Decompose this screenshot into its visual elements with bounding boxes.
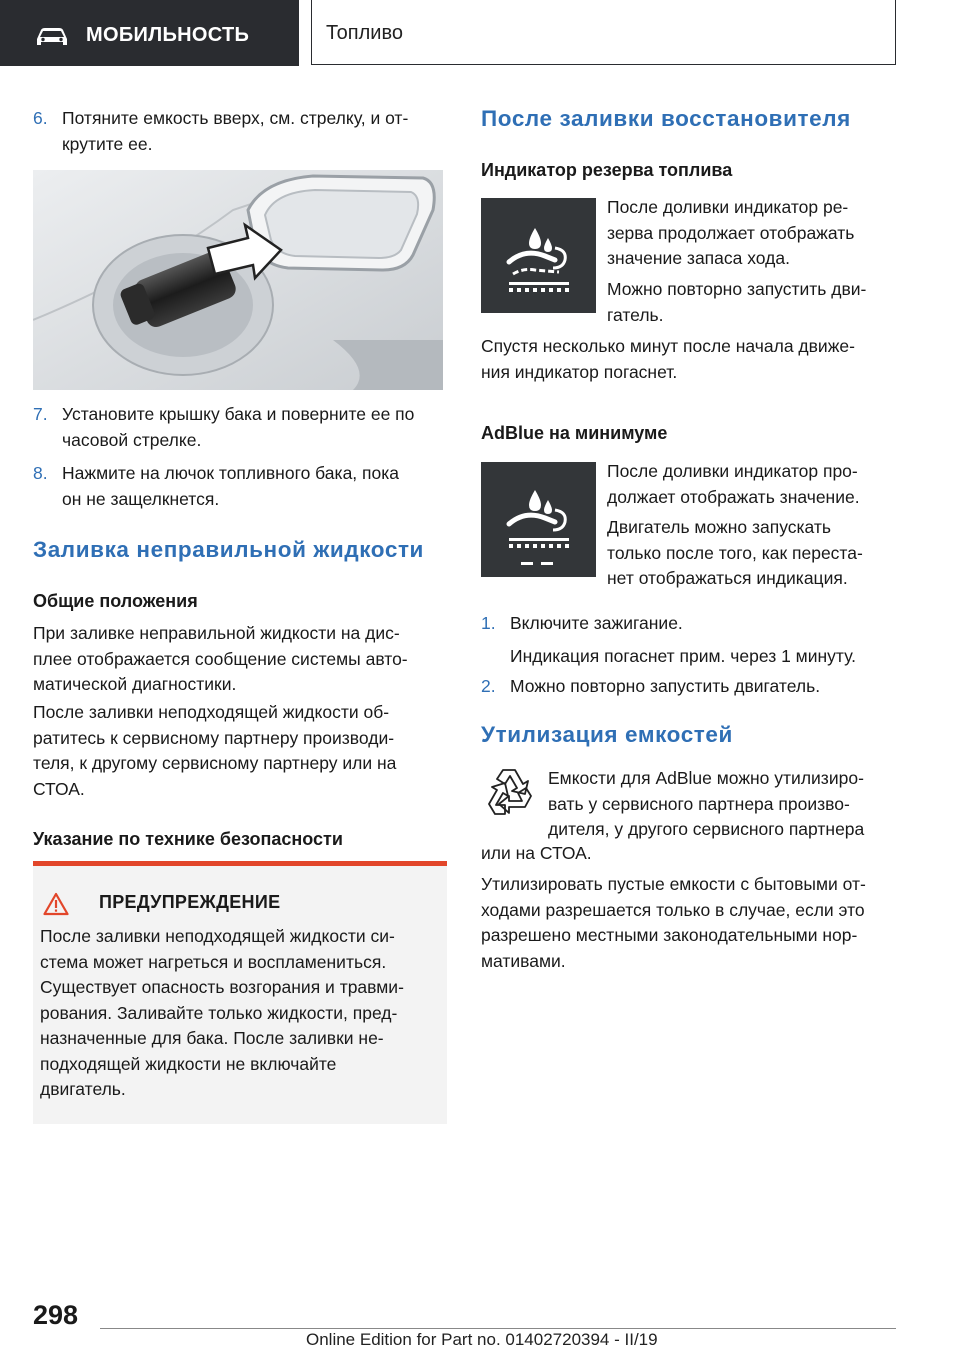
car-icon [34, 27, 70, 47]
text-line: Установите крышку бака и поверните ее по [62, 404, 415, 424]
text-line: гатель. [607, 304, 664, 325]
text-line: ратитесь к сервисному партнеру производи- [33, 727, 395, 748]
fuel-cap-photo [33, 170, 443, 390]
text-line: Существует опасность возгорания и травми- [40, 977, 404, 997]
step-text [62, 106, 447, 157]
paragraph [548, 766, 897, 843]
warning-text [40, 924, 445, 1103]
text-line: После доливки индикатор ре- [607, 197, 849, 217]
paragraph [607, 515, 897, 592]
text-line: зерва продолжает отображать [607, 222, 855, 243]
section-heading: Утилизация емкостей [481, 722, 733, 747]
text-line: теля, к другому сервисному партнеру или на [33, 753, 397, 773]
text-line: Можно повторно запустить дви- [607, 279, 867, 299]
text-line: ходами разрешается только в случае, если это [481, 899, 865, 920]
adblue-refill-indicator-icon [481, 198, 596, 313]
subsection-heading: Индикатор резерва топлива [481, 160, 733, 180]
text-line: После заливки неподходящей жидкости си- [40, 926, 395, 946]
step-number: 2. [481, 676, 496, 696]
paragraph [33, 621, 447, 698]
text-line: часовой стрелке. [62, 429, 202, 450]
text-line: Утилизировать пустые емкости с бытовыми от- [481, 874, 866, 894]
text-line: стема может нагреться и воспламениться. [40, 951, 387, 972]
text-line: матической диагностики. [33, 674, 237, 694]
text-line: двигатель. [40, 1079, 126, 1099]
header-section-tab [0, 0, 299, 66]
recycle-icon [481, 766, 537, 820]
text-line: Спустя несколько минут после начала движе- [481, 336, 855, 356]
warning-box [33, 861, 447, 1124]
step-number: 1. [481, 613, 496, 633]
paragraph [33, 700, 447, 802]
paragraph [481, 334, 897, 385]
text-line: значение запаса хода. [607, 248, 790, 268]
text-line: ния индикатор погаснет. [481, 361, 678, 382]
step-number: 8. [33, 463, 48, 483]
page-number: 298 [33, 1300, 79, 1330]
step-text [510, 674, 897, 700]
text-line: После заливки неподходящей жидкости об- [33, 702, 390, 722]
text-line: рования. Заливайте только жидкости, пред- [40, 1002, 398, 1023]
text-line: вать у сервисного партнера произво- [548, 793, 850, 814]
subsection-heading: Указание по технике безопасности [33, 829, 343, 849]
section-heading: После заливки восстановителя [481, 106, 851, 131]
text-line: нет отображаться индикация. [607, 568, 848, 588]
text-line: разрешено местными законодательными нор- [481, 925, 858, 945]
adblue-minimum-indicator-icon [481, 462, 596, 577]
step-text [62, 402, 447, 453]
text-line: плее отображается сообщение системы авто- [33, 648, 408, 669]
text-line: только после того, как переста- [607, 542, 863, 563]
text-line: После доливки индикатор про- [607, 461, 858, 481]
text-line: крутите ее. [62, 133, 153, 154]
edition-text: Online Edition for Part no. 01402720394 - II/19 [306, 1330, 658, 1349]
warning-title: ПРЕДУПРЕЖДЕНИЕ [99, 892, 281, 912]
text-line: мативами. [481, 950, 566, 971]
text-line: Двигатель можно запускать [607, 517, 832, 537]
step-text [510, 611, 897, 637]
text-line: Индикация погаснет прим. через 1 минуту. [510, 646, 856, 666]
header-topic-tab [311, 0, 896, 65]
subsection-heading: Общие положения [33, 591, 198, 611]
text-line: дителя, у другого сервисного партнера [548, 819, 865, 839]
subsection-heading: AdBlue на минимуме [481, 423, 668, 443]
paragraph [607, 459, 897, 510]
step-subtext [510, 644, 897, 670]
paragraph [607, 277, 897, 328]
text-line: Емкости для AdBlue можно утилизиро- [548, 768, 864, 788]
warning-triangle-icon [43, 892, 69, 916]
topic-title: Топливо [326, 22, 403, 44]
text-line: Включите зажигание. [510, 613, 683, 633]
step-text [62, 461, 447, 512]
paragraph [607, 195, 897, 272]
text-line: подходящей жидкости не включайте [40, 1053, 337, 1074]
text-line: Потяните емкость вверх, см. стрелку, и от- [62, 108, 409, 128]
section-title: МОБИЛЬНОСТЬ [86, 24, 250, 46]
footer-divider [100, 1328, 896, 1329]
text-line: назначенные для бака. После заливки не- [40, 1028, 384, 1048]
step-number: 6. [33, 108, 48, 128]
paragraph [481, 872, 897, 974]
text-line: СТОА. [33, 778, 85, 799]
section-heading: Заливка неправильной жидкости [33, 537, 424, 562]
text-line: Можно повторно запустить двигатель. [510, 676, 821, 696]
text-line: он не защелкнется. [62, 488, 220, 509]
text-line: При заливке неправильной жидкости на дис- [33, 623, 400, 643]
text-line: должает отображать значение. [607, 486, 860, 507]
text-line: Нажмите на лючок топливного бака, пока [62, 463, 400, 483]
fuel-filler-illustration [33, 170, 443, 390]
step-number: 7. [33, 404, 48, 424]
paragraph-tail: или на СТОА. [481, 843, 592, 863]
